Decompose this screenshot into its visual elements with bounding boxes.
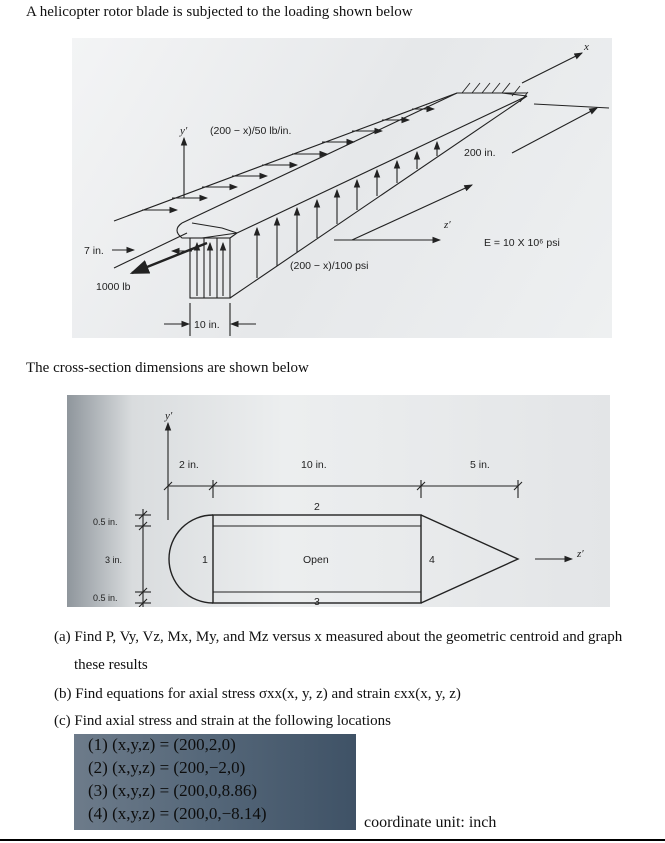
section-intro-text: The cross-section dimensions are shown below bbox=[26, 360, 309, 376]
tail-dimension: 5 in. bbox=[470, 459, 490, 471]
location-1: (1) (x,y,z) = (200,2,0) bbox=[88, 735, 236, 754]
part-3-label: 3 bbox=[314, 596, 320, 607]
question-b: (b) Find equations for axial stress σxx(x, y, z) and strain εxx(x, y, z) bbox=[54, 686, 461, 702]
box-dimension: 10 in. bbox=[301, 459, 327, 471]
top-load-label: (200 − x)/50 lb/in. bbox=[210, 125, 292, 137]
nose-dimension: 2 in. bbox=[179, 459, 199, 471]
x-axis-label: x bbox=[584, 41, 589, 53]
location-2: (2) (x,y,z) = (200,−2,0) bbox=[88, 758, 246, 777]
y-axis-label: y′ bbox=[180, 125, 188, 137]
locations-box bbox=[74, 734, 356, 830]
location-3: (3) (x,y,z) = (200,0,8.86) bbox=[88, 781, 257, 800]
location-4: (4) (x,y,z) = (200,0,−8.14) bbox=[88, 804, 267, 823]
length-label: 200 in. bbox=[464, 147, 496, 159]
intro-text: A helicopter rotor blade is subjected to the loading shown below bbox=[26, 4, 413, 20]
open-label: Open bbox=[303, 554, 329, 566]
cross-section-figure bbox=[67, 395, 610, 607]
modulus-label: E = 10 X 10⁶ psi bbox=[484, 237, 560, 249]
part-1-label: 1 bbox=[202, 554, 208, 566]
pressure-label: (200 − x)/100 psi bbox=[290, 260, 369, 272]
offset-label: 7 in. bbox=[84, 245, 104, 257]
top-thickness: 0.5 in. bbox=[93, 517, 118, 527]
z-axis-label: z′ bbox=[577, 548, 584, 560]
part-4-label: 4 bbox=[429, 554, 435, 566]
y-axis-label: y′ bbox=[165, 410, 173, 422]
bottom-thickness: 0.5 in. bbox=[93, 593, 118, 603]
question-a: (a) Find P, Vy, Vz, Mx, My, and Mz versus x measured about the geometric centroid and graph bbox=[54, 629, 623, 645]
unit-note: coordinate unit: inch bbox=[364, 814, 497, 831]
width-label: 10 in. bbox=[194, 319, 220, 331]
z-axis-label: z′ bbox=[444, 219, 451, 231]
middle-height: 3 in. bbox=[105, 555, 123, 565]
question-a-continued: these results bbox=[74, 657, 148, 673]
part-2-label: 2 bbox=[314, 501, 320, 513]
rotor-blade-figure bbox=[72, 38, 612, 338]
question-c: (c) Find axial stress and strain at the following locations bbox=[54, 713, 392, 729]
bottom-divider bbox=[0, 839, 665, 841]
axial-force-label: 1000 lb bbox=[96, 281, 131, 293]
